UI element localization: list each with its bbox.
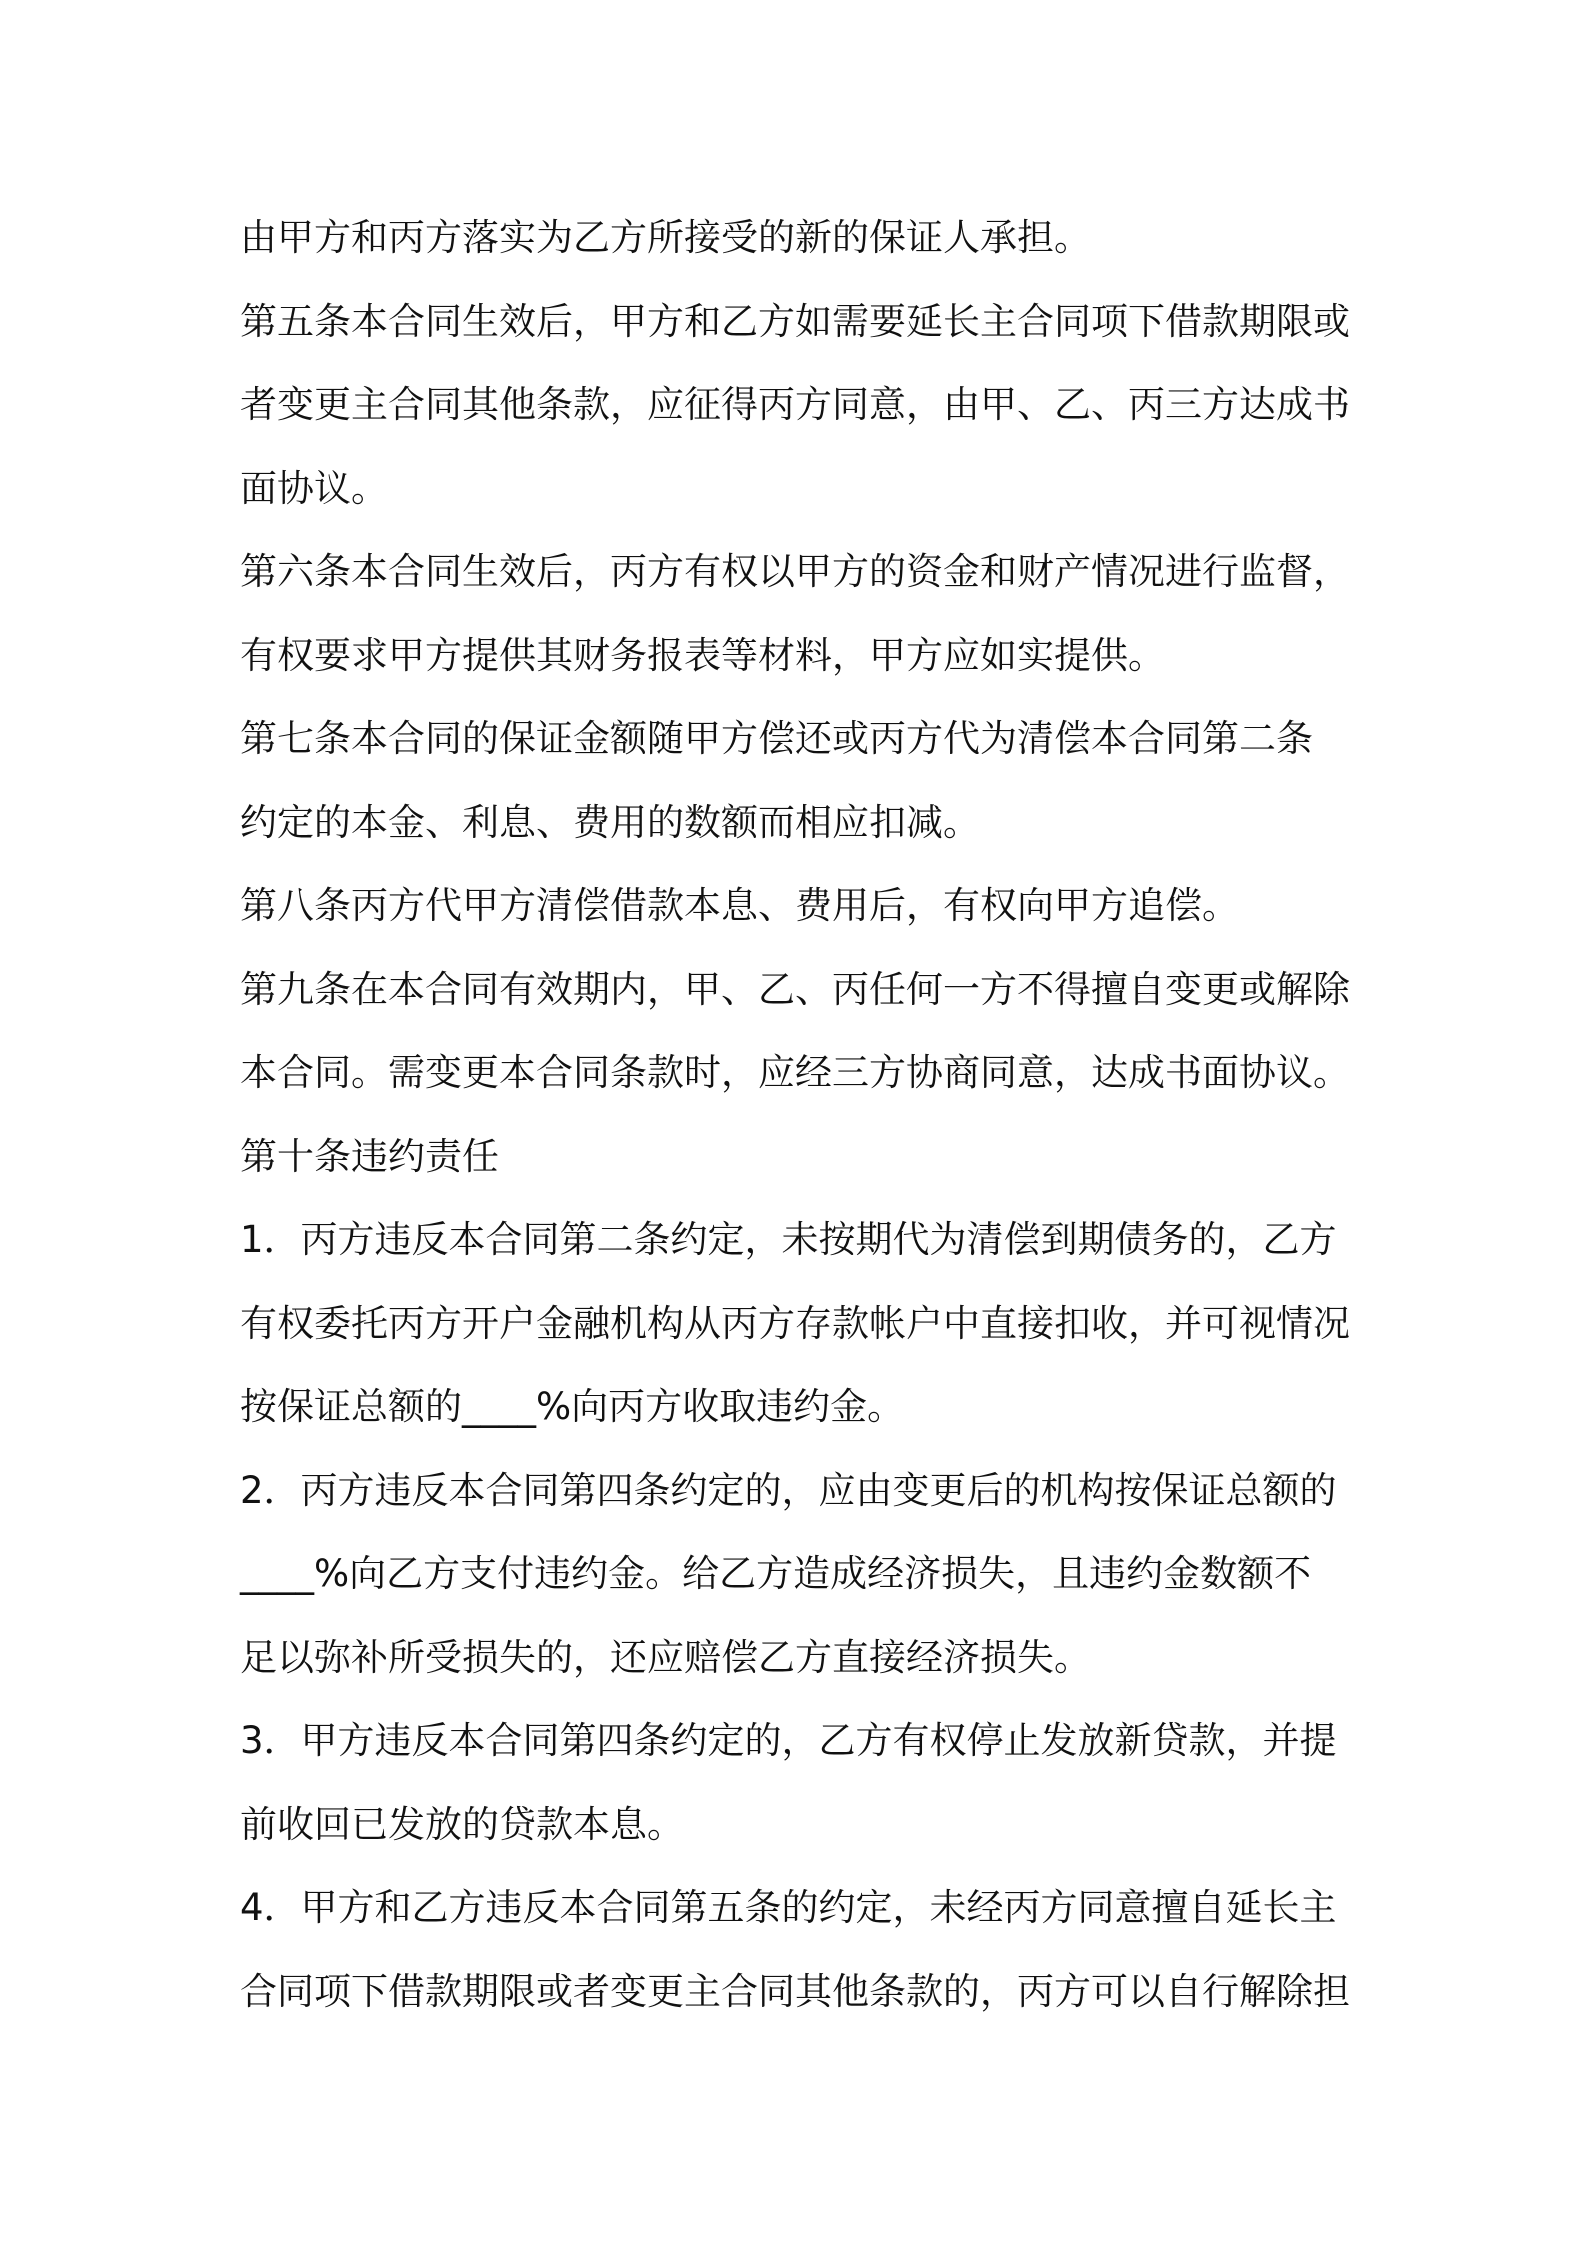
text-line: 第七条本合同的保证金额随甲方偿还或丙方代为清偿本合同第二条 — [240, 717, 1313, 760]
text-line: 合同项下借款期限或者变更主合同其他条款的，丙方可以自行解除担 — [240, 1969, 1350, 2013]
section-heading: 第十条违约责任 — [240, 1134, 499, 1178]
text-line: 由甲方和丙方落实为乙方所接受的新的保证人承担。 — [240, 216, 1091, 259]
text-line: 1．丙方违反本合同第二条约定，未按期代为清偿到期债务的，乙方 — [240, 1218, 1337, 1261]
text-line: 第六条本合同生效后，丙方有权以甲方的资金和财产情况进行监督， — [240, 550, 1350, 593]
text-line: 3．甲方违反本合同第四条约定的，乙方有权停止发放新贷款，并提 — [240, 1719, 1337, 1762]
text-line: 有权委托丙方开户金融机构从丙方存款帐户中直接扣收，并可视情况 — [240, 1301, 1350, 1345]
text-line: 约定的本金、利息、费用的数额而相应扣减。 — [240, 800, 980, 844]
text-line: 本合同。需变更本合同条款时，应经三方协商同意，达成书面协议。 — [240, 1051, 1350, 1094]
text-line: 第九条在本合同有效期内，甲、乙、丙任何一方不得擅自变更或解除 — [240, 967, 1350, 1011]
text-line: ____%向乙方支付违约金。给乙方造成经济损失，且违约金数额不 — [240, 1552, 1312, 1595]
text-line: 者变更主合同其他条款，应征得丙方同意，由甲、乙、丙三方达成书 — [240, 383, 1350, 426]
text-line: 4．甲方和乙方违反本合同第五条的约定，未经丙方同意擅自延长主 — [240, 1886, 1337, 1929]
text-line: 第五条本合同生效后，甲方和乙方如需要延长主合同项下借款期限或 — [240, 299, 1350, 343]
document-body — [240, 196, 1370, 2033]
text-line: 2．丙方违反本合同第四条约定的，应由变更后的机构按保证总额的 — [240, 1468, 1337, 1512]
text-line: 足以弥补所受损失的，还应赔偿乙方直接经济损失。 — [240, 1635, 1091, 1679]
text-line: 有权要求甲方提供其财务报表等材料，甲方应如实提供。 — [240, 633, 1165, 677]
text-line: 按保证总额的____%向丙方收取违约金。 — [240, 1385, 905, 1428]
text-line: 面协议。 — [240, 466, 388, 510]
text-line: 第八条丙方代甲方清偿借款本息、费用后，有权向甲方追偿。 — [240, 884, 1239, 927]
text-line: 前收回已发放的贷款本息。 — [240, 1802, 684, 1846]
